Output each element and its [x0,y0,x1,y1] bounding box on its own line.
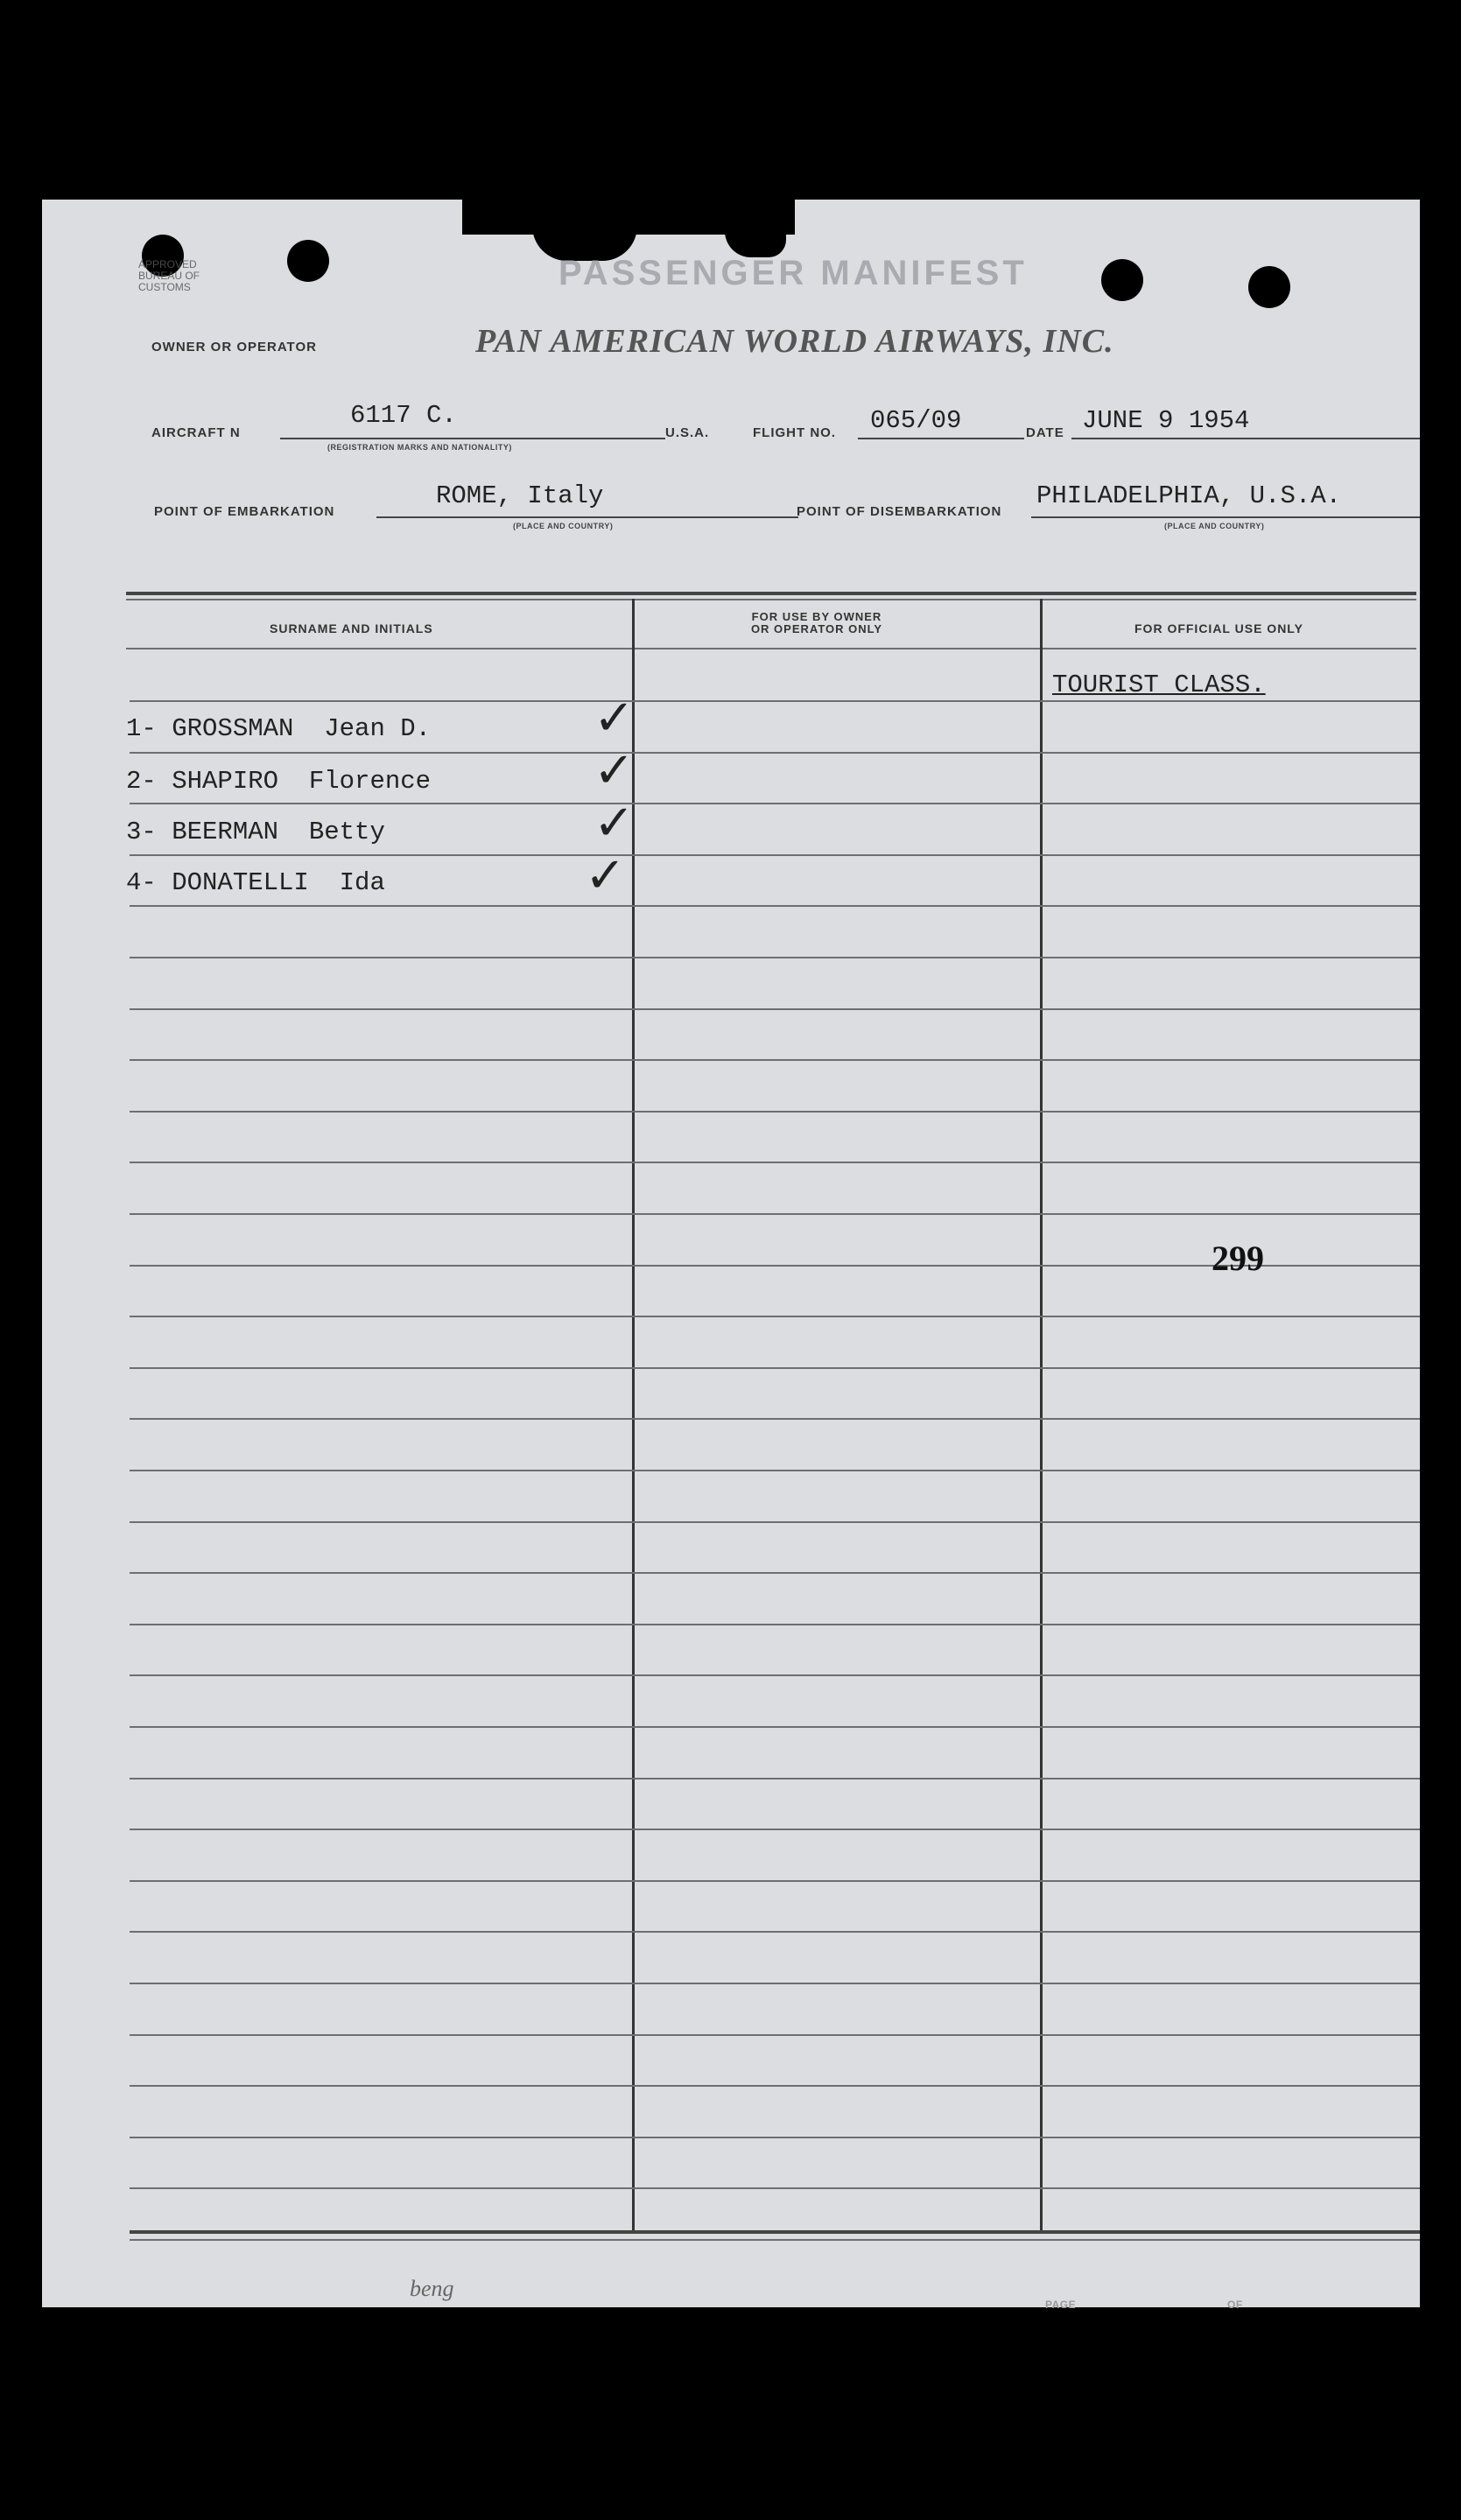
airline-name: PAN AMERICAN WORLD AIRWAYS, INC. [475,323,1114,360]
embarkation-value: ROME, Italy [436,481,604,510]
row-rule [130,1726,1420,1728]
row-rule [130,1880,1420,1882]
row-rule [130,1008,1420,1010]
checkmark-icon: ✓ [594,742,635,799]
row-rule [130,1829,1420,1830]
row-rule [130,1316,1420,1317]
row-rule [130,1983,1420,1984]
row-rule [130,905,1420,907]
signature: beng [410,2276,454,2301]
row-rule [130,1674,1420,1676]
column-divider [1040,599,1043,2232]
row-rule [130,1572,1420,1574]
punch-hole [1101,259,1143,301]
approval-stamp: APPROVED BUREAU OF CUSTOMS [138,258,200,293]
aircraft-label: AIRCRAFT N [151,425,241,440]
flight-label: FLIGHT NO. [753,425,836,440]
flight-underline [858,438,1024,439]
passenger-row: 2- SHAPIRO Florence [126,767,432,796]
row-rule [130,1059,1420,1061]
column-header-owner: FOR USE BY OWNER OR OPERATOR ONLY [750,610,883,635]
registration-caption: (REGISTRATION MARKS AND NATIONALITY) [327,443,512,452]
row-rule [130,1778,1420,1779]
column-header-surname: SURNAME AND INITIALS [270,621,433,635]
row-rule [130,1470,1420,1471]
row-rule [130,1367,1420,1369]
disembarkation-caption: (PLACE AND COUNTRY) [1164,522,1265,530]
checkmark-icon: ✓ [585,847,626,904]
class-note: TOURIST CLASS. [1052,670,1266,699]
page-title: PASSENGER MANIFEST [558,254,1028,292]
embarkation-caption: (PLACE AND COUNTRY) [513,522,614,530]
row-rule [130,2034,1420,2036]
manifest-sheet [42,200,1420,2311]
row-rule [130,700,1420,702]
footer-rule [130,2239,1420,2241]
owner-label: OWNER OR OPERATOR [151,340,317,354]
checkmark-icon: ✓ [594,690,635,747]
date-underline [1071,438,1420,439]
row-rule [130,1521,1420,1523]
row-rule [130,1162,1420,1163]
row-rule [130,854,1420,856]
disembarkation-value: PHILADELPHIA, U.S.A. [1036,481,1342,510]
row-rule [130,2137,1420,2138]
embarkation-underline [376,516,798,518]
row-rule [130,1624,1420,1625]
header-rule [126,599,1416,600]
disembarkation-underline [1031,516,1420,518]
passenger-row: 3- BEERMAN Betty [126,818,385,846]
row-rule [130,2187,1420,2189]
row-rule [130,2085,1420,2087]
disembarkation-label: POINT OF DISEMBARKATION [797,504,1002,519]
punch-hole [1248,266,1290,308]
date-value: JUNE 9 1954 [1082,406,1250,435]
row-rule [130,803,1420,804]
header-rule [126,592,1416,595]
column-header-official: FOR OFFICIAL USE ONLY [1134,621,1303,635]
passenger-row: 4- DONATELLI Ida [126,868,385,897]
header-bottom-rule [126,648,1416,649]
row-rule [130,1111,1420,1113]
row-rule [130,752,1420,754]
aircraft-underline [280,438,665,439]
aircraft-value: 6117 C. [350,401,457,430]
passenger-row: 1- GROSSMAN Jean D. [126,714,432,743]
embarkation-label: POINT OF EMBARKATION [154,504,335,519]
row-rule [130,1213,1420,1215]
torn-edge [725,226,786,257]
row-rule [130,1931,1420,1933]
row-rule [130,957,1420,958]
row-rule [130,1418,1420,1420]
usa-label: U.S.A. [665,425,710,440]
checkmark-icon: ✓ [594,795,635,852]
of-label: OF [1227,2299,1243,2311]
flight-value: 065/09 [870,406,962,435]
date-label: DATE [1026,425,1064,440]
punch-hole [287,240,329,282]
footer-rule [130,2230,1420,2234]
page-label: PAGE [1045,2299,1077,2311]
stamp-number: 299 [1212,1239,1264,1278]
